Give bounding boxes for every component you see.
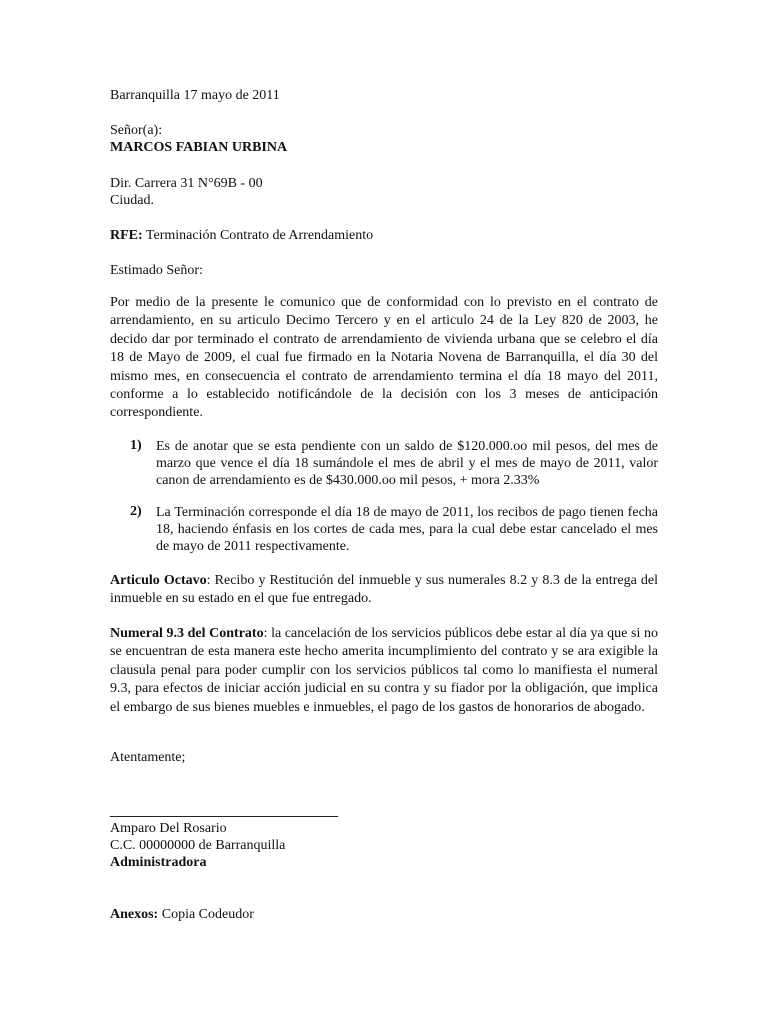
closing: Atentamente;	[110, 750, 186, 765]
list-item	[130, 438, 658, 494]
article-label: Articulo Octavo	[110, 573, 207, 588]
list-item-text: La Terminación corresponde el día 18 de mayo de 2011, los recibos de pago tienen fecha 18, haciendo énfasis en los cortes de cada mes, para la cual debe estar cancelado el mes de mayo de 2011 respectivamente.	[156, 505, 658, 554]
list-item-text: Es de anotar que se esta pendiente con un saldo de $120.000.oo mil pesos, del mes de marzo que vence el día 18 sumándole el mes de abril y el mes de mayo de 2011, valor canon de arrendamiento es de $430.000.oo mil pesos, + mora 2.33%	[156, 439, 658, 488]
subject-text: Terminación Contrato de Arrendamiento	[142, 228, 374, 243]
subject-line	[110, 227, 373, 244]
annex-text: Copia Codeudor	[158, 907, 254, 922]
list-item-number: 2)	[130, 504, 142, 519]
subject-label: RFE:	[110, 228, 143, 243]
salutation-line: Señor(a):	[110, 123, 163, 138]
annex-label: Anexos:	[110, 907, 159, 922]
greeting: Estimado Señor:	[110, 263, 203, 278]
signer-role: Administradora	[110, 855, 207, 870]
annex-line	[110, 906, 254, 923]
place-date: Barranquilla 17 mayo de 2011	[110, 88, 280, 103]
list-item-number: 1)	[130, 438, 142, 453]
signature-line	[110, 816, 338, 817]
signer-id: C.C. 00000000 de Barranquilla	[110, 838, 286, 853]
article-text: : Recibo y Restitución del inmueble y sus numerales 8.2 y 8.3 de la entrega del inmueble en su estado en el que fue entregado.	[110, 573, 659, 607]
numeral-text: : la cancelación de los servicios públicos debe estar al día ya que si no se encuentran de esta manera este hecho amerita incumplimiento del contrato y se ara exigible la clausula penal para poder cumplir con los servicios públicos tal como lo manifiesta el numeral 9.3, para efectos de iniciar acción judicial en su contra y su fiador por la obligación, que implica el embargo de sus bienes muebles e inmuebles, el pago de los gastos de honorarios de abogado.	[110, 626, 658, 715]
body-paragraph: Por medio de la presente le comunico que de conformidad con lo previsto en el contrato de arrendamiento, en su articulo Decimo Tercero y en el articulo 24 de la Ley 820 de 2003, he decido dar por terminado el contrato de arrendamiento de vivienda urbana que se celebro el día 18 de Mayo de 2009, el cual fue firmado en la Notaria Novena de Barranquilla, el día 30 del mismo mes, en consecuencia el contrato de arrendamiento termina el día 18 mayo del 2011, conforme a lo establecido notificándole de la decisión con los 3 meses de anticipación correspondiente.	[110, 295, 658, 421]
address-line: Dir. Carrera 31 N°69B - 00	[110, 176, 263, 191]
numeral-paragraph	[110, 625, 658, 717]
city-line: Ciudad.	[110, 193, 154, 208]
recipient-name: MARCOS FABIAN URBINA	[110, 140, 288, 155]
signer-name: Amparo Del Rosario	[110, 821, 227, 836]
numeral-label: Numeral 9.3 del Contrato	[110, 626, 264, 641]
list-item	[130, 504, 658, 560]
article-paragraph	[110, 572, 658, 609]
